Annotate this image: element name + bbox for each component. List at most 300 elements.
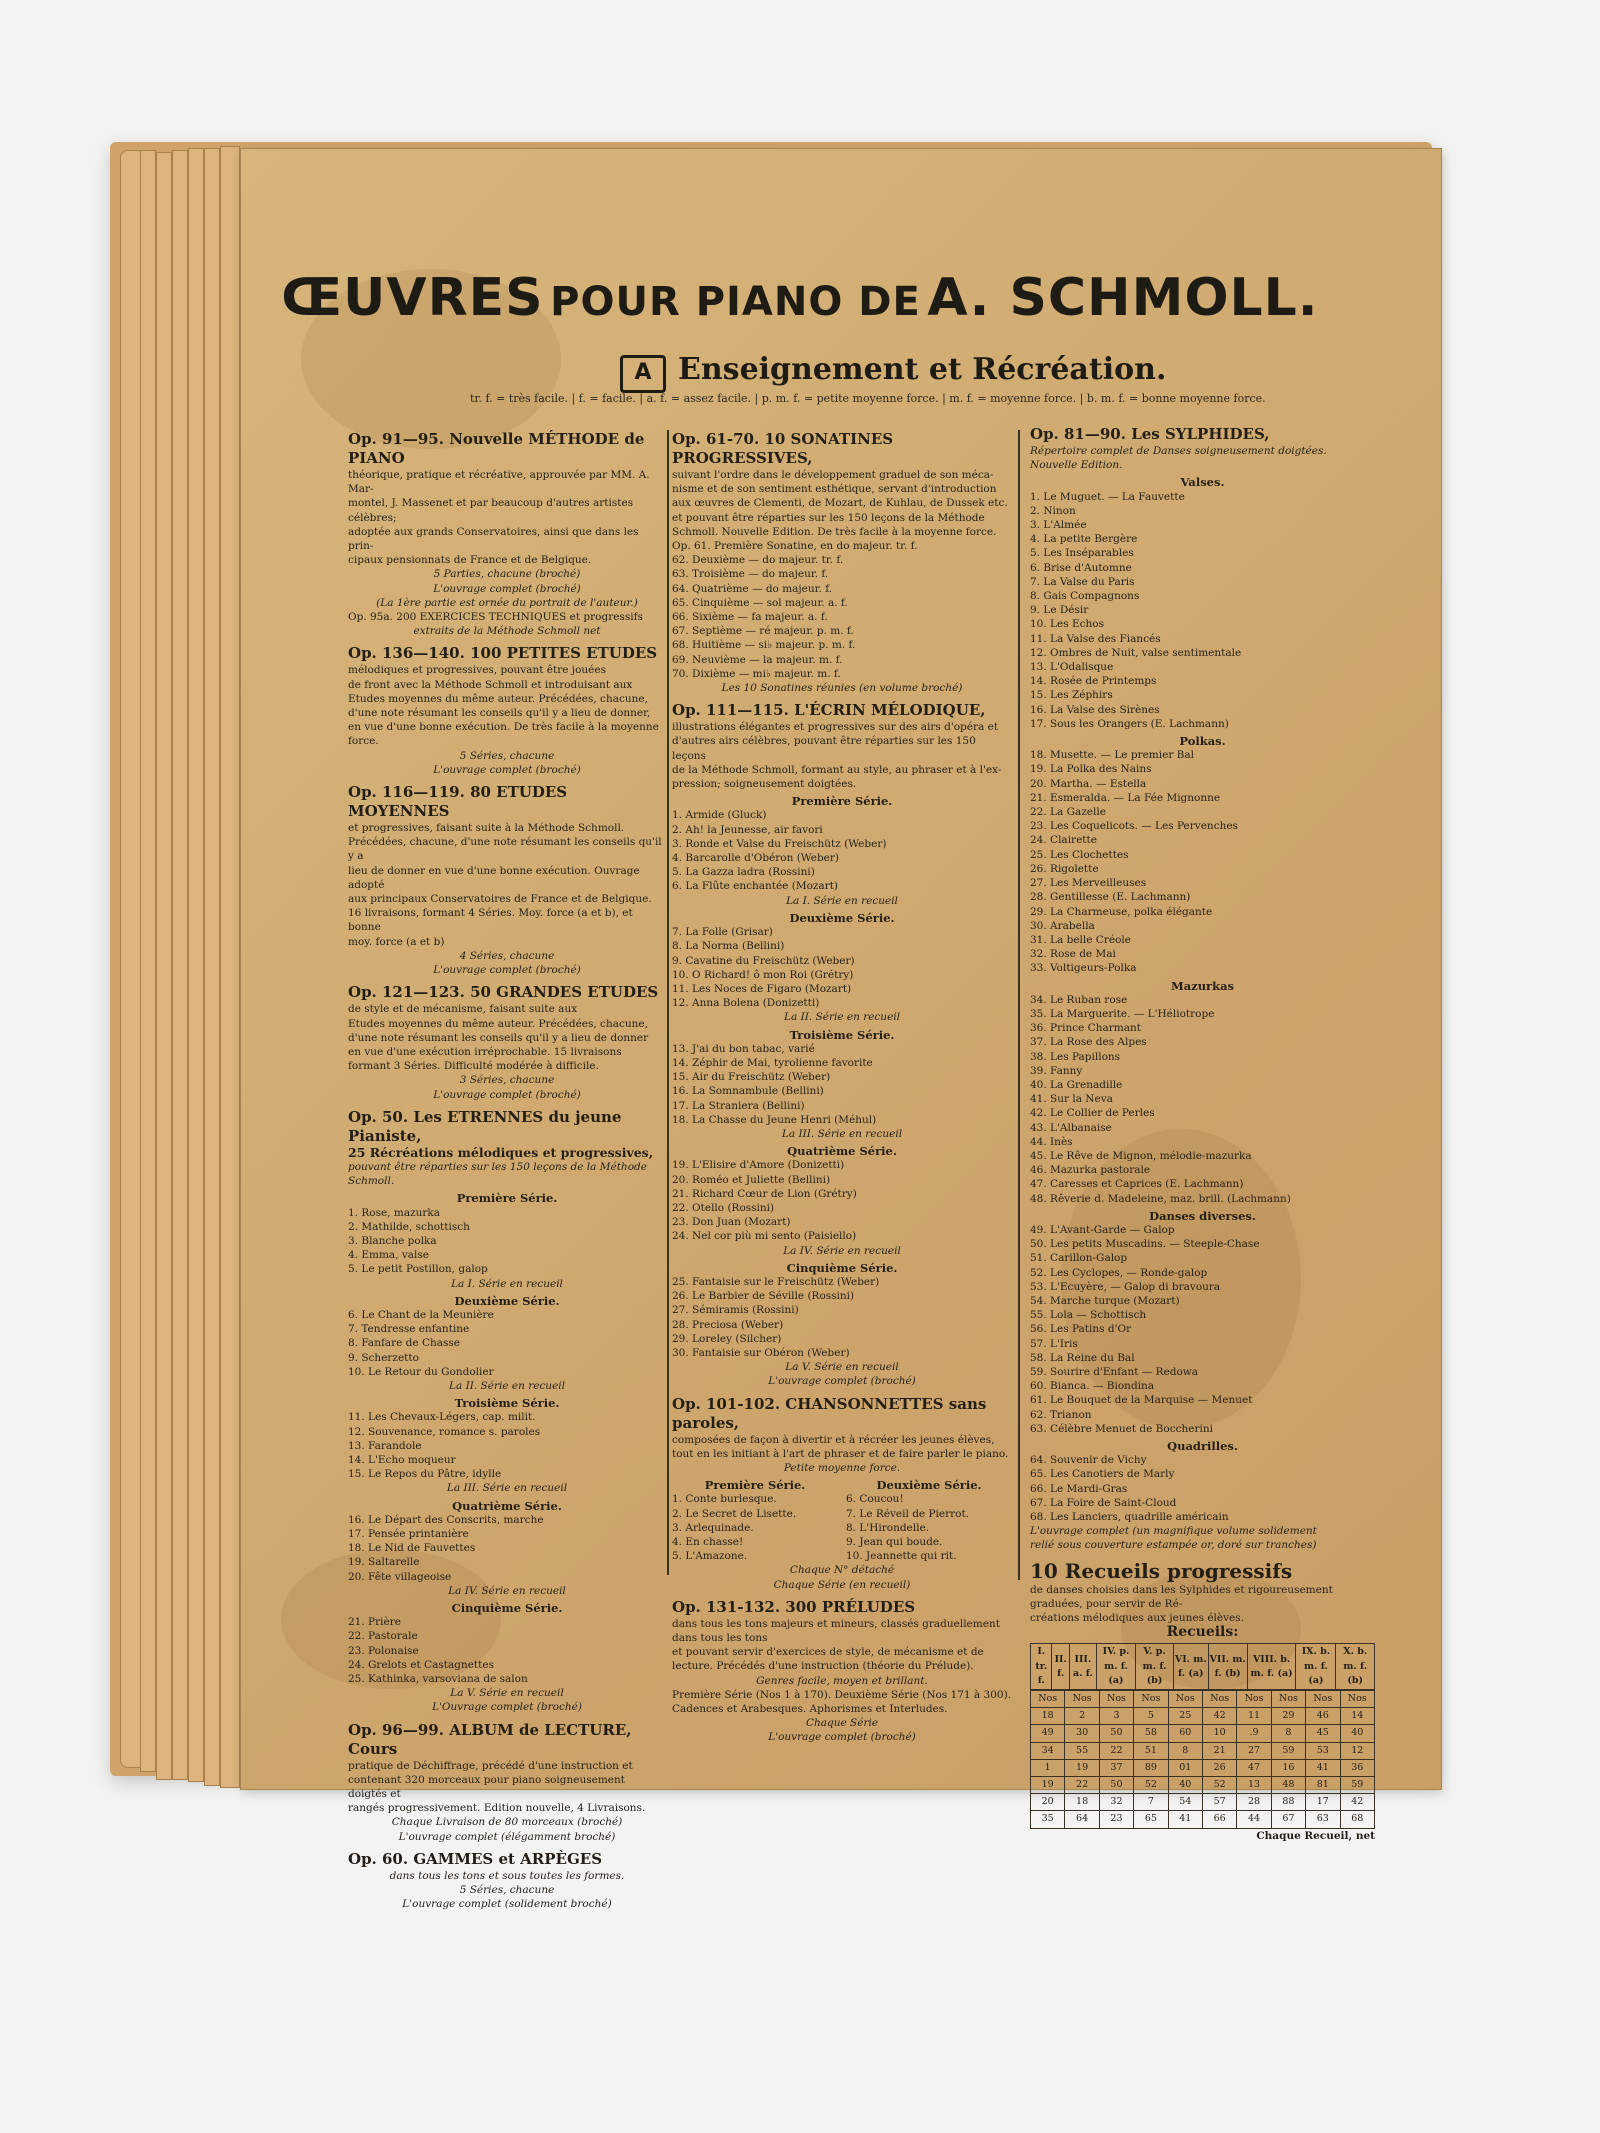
table-cell: Nos: [1065, 1691, 1099, 1708]
list-item: 24. Grelots et Castagnettes: [348, 1658, 494, 1671]
entry-title: Op. 111—115. L'ÉCRIN MÉLODIQUE,: [672, 701, 986, 720]
list-item: La V. Série en recueil: [785, 1361, 899, 1374]
list-item: 68. Huitième — si♭ majeur. p. m. f.: [672, 639, 856, 652]
text-line: lieu de donner en vue d'une bonne exécution. Ouvrage adopté: [348, 864, 640, 891]
list-item: 14. Zéphir de Mai, tyrolienne favorite: [672, 1056, 873, 1069]
list-item: 37. La Rose des Alpes: [1030, 1036, 1147, 1049]
table-cell: 30: [1065, 1725, 1099, 1742]
text-line: 3 Séries, chacune: [459, 1074, 555, 1087]
table-cell: 17: [1306, 1794, 1340, 1811]
list-item: 67. Septième — ré majeur. p. m. f.: [672, 625, 854, 638]
list-item: 10. O Richard! ô mon Roi (Grétry): [672, 968, 854, 981]
text-line: L'ouvrage complet (un magnifique volume solidement: [1030, 1525, 1317, 1538]
table-cell: 89: [1134, 1759, 1168, 1776]
table-cell: 13: [1237, 1777, 1271, 1794]
text-line: moy. force (a et b): [348, 935, 445, 948]
list-item: 63. Troisième — do majeur. f.: [672, 568, 829, 581]
column-2: [672, 430, 1012, 1745]
table-cell: 44: [1237, 1811, 1271, 1828]
list-item: 42. Le Collier de Perles: [1030, 1107, 1155, 1120]
table-header: III. a. f.: [1069, 1644, 1096, 1690]
list-item: 50. Les petits Muscadins. — Steeple-Chase: [1030, 1238, 1260, 1251]
list-item: 7. La Folle (Grisar): [672, 926, 773, 939]
list-item: La IV. Série en recueil: [448, 1584, 566, 1597]
title-part-pour-piano: POUR PIANO DE: [550, 279, 921, 325]
page-edge: [220, 146, 240, 1788]
table-cell: 26: [1202, 1759, 1236, 1776]
page-edge: [172, 150, 188, 1780]
text-line: aux œuvres de Clementi, de Mozart, de Kuhlau, de Dussek etc.: [672, 497, 1008, 510]
table-header: IV. p. m. f. (a): [1096, 1644, 1135, 1690]
list-item: 20. Roméo et Juliette (Bellini): [672, 1173, 831, 1186]
table-cell: 52: [1134, 1777, 1168, 1794]
publisher-logo-icon: A: [620, 355, 666, 393]
list-item: 55. Lola — Schottisch: [1030, 1309, 1147, 1322]
list-item: 31. La belle Créole: [1030, 933, 1131, 946]
text-line: et pouvant être réparties sur les 150 leçons de la Méthode: [672, 511, 985, 524]
list-item: 15. Le Repos du Pâtre, idylle: [348, 1468, 502, 1481]
list-item: 63. Célèbre Menuet de Boccherini: [1030, 1422, 1213, 1435]
list-item: 3. Ronde et Valse du Freischütz (Weber): [672, 837, 887, 850]
list-item: 7. La Valse du Paris: [1030, 575, 1135, 588]
entry-title: Op. 81—90. Les SYLPHIDES,: [1030, 425, 1270, 443]
list-item: La I. Série en recueil: [786, 894, 898, 907]
table-cell: 7: [1134, 1794, 1168, 1811]
table-header: VI. m. f. (a): [1174, 1644, 1209, 1690]
table-row: [1031, 1691, 1375, 1708]
text-line: pratique de Déchiffrage, précédé d'une instruction et: [348, 1759, 633, 1772]
subtitle: [620, 352, 1166, 393]
text-line: illustrations élégantes et progressives sur des airs d'opéra et: [672, 721, 999, 734]
list-item: 10. Les Echos: [1030, 618, 1104, 631]
text-line: nisme et de son sentiment esthétique, servant d'introduction: [672, 483, 997, 496]
series-heading: Troisième Série.: [454, 1396, 560, 1411]
text-line: de front avec la Méthode Schmoll et introduisant aux: [348, 678, 633, 691]
text-line: de style et de mécanisme, faisant suite aux: [348, 1003, 578, 1016]
list-item: 36. Prince Charmant: [1030, 1022, 1141, 1035]
list-item: 28. Gentillesse (E. Lachmann): [1030, 891, 1191, 904]
list-item: 27. Les Merveilleuses: [1030, 877, 1147, 890]
list-item: 67. La Foire de Saint-Cloud: [1030, 1496, 1177, 1509]
text-line: créations mélodiques aux jeunes élèves.: [1030, 1612, 1244, 1625]
list-item: 9. Scherzetto: [348, 1351, 419, 1364]
list-item: 1. Le Muguet. — La Fauvette: [1030, 490, 1185, 503]
list-item: 12. Souvenance, romance s. paroles: [348, 1425, 541, 1438]
list-item: 20. Martha. — Estella: [1030, 777, 1147, 790]
list-item: 68. Les Lanciers, quadrille américain: [1030, 1511, 1229, 1524]
list-item: 64. Quatrième — do majeur. f.: [672, 582, 833, 595]
table-header-row: [1031, 1644, 1375, 1690]
series-heading: Quatrième Série.: [452, 1498, 562, 1513]
table-cell: 01: [1168, 1759, 1202, 1776]
list-item: 8. Fanfare de Chasse: [348, 1337, 460, 1350]
series-block: [672, 1475, 838, 1563]
text-line: L'ouvrage complet (broché): [768, 1731, 916, 1744]
text-line: Chaque Série: [805, 1717, 879, 1730]
table-header: V. p. m. f. (b): [1136, 1644, 1174, 1690]
list-item: 16. La Somnambule (Bellini): [672, 1085, 824, 1098]
series-block: [846, 1475, 1012, 1563]
list-item: 8. L'Hirondelle.: [846, 1521, 930, 1534]
table-cell: 25: [1168, 1708, 1202, 1725]
page-edge: [188, 148, 204, 1782]
text-line: et progressives, faisant suite à la Méthode Schmoll.: [348, 822, 625, 835]
list-item: 61. Le Bouquet de la Marquise — Menuet: [1030, 1394, 1253, 1407]
list-item: 19. L'Elisire d'Amore (Donizetti): [672, 1159, 845, 1172]
list-item: 43. L'Albanaise: [1030, 1121, 1112, 1134]
table-cell: 46: [1306, 1708, 1340, 1725]
table-cell: 5: [1134, 1708, 1168, 1725]
list-item: 9. Jean qui boude.: [846, 1536, 943, 1549]
table-cell: 36: [1340, 1759, 1374, 1776]
text-line: en vue d'une exécution irréprochable. 15 livraisons: [348, 1045, 622, 1058]
list-item: 59. Sourire d'Enfant — Redowa: [1030, 1366, 1199, 1378]
column-3: [1030, 425, 1375, 1843]
table-cell: 48: [1271, 1777, 1305, 1794]
table-cell: 55: [1065, 1742, 1099, 1759]
list-item: 5. Le petit Postillon, galop: [348, 1263, 488, 1276]
table-cell: 50: [1099, 1725, 1133, 1742]
recueil-footer: Chaque Recueil,: [1256, 1829, 1353, 1842]
table-cell: 35: [1031, 1811, 1065, 1828]
table-header: VII. m. f. (b): [1208, 1644, 1247, 1690]
series-heading: Quadrilles.: [1167, 1439, 1238, 1454]
list-item: 30. Fantaisie sur Obéron (Weber): [672, 1346, 850, 1359]
series-heading: Troisième Série.: [789, 1027, 895, 1042]
list-item: 4. Emma, valse: [348, 1249, 430, 1262]
list-item: L'Ouvrage complet (broché): [432, 1701, 582, 1714]
list-item: 51. Carillon-Galop: [1030, 1252, 1128, 1265]
text-line: L'ouvrage complet (broché): [433, 763, 581, 776]
text-line: cipaux pensionnats de France et de Belgique.: [348, 554, 592, 567]
list-item: 69. Neuvième — la majeur. m. f.: [672, 653, 843, 666]
text-line: 4 Séries, chacune: [459, 949, 555, 962]
list-item: 66. Le Mardi-Gras: [1030, 1482, 1128, 1495]
list-item: 1. Conte burlesque.: [672, 1493, 777, 1506]
list-item: 25. Kathinka, varsoviana de salon: [348, 1673, 528, 1686]
text-line: d'autres airs célèbres, pouvant être réparties sur les 150 leçons: [672, 735, 976, 762]
list-item: 4. En chasse!: [672, 1536, 744, 1549]
list-item: 32. Rose de Mai: [1030, 948, 1116, 961]
table-cell: 19: [1031, 1777, 1065, 1794]
list-item: 52. Les Cyclopes, — Ronde-galop: [1030, 1266, 1208, 1279]
list-item: 13. J'ai du bon tabac, varié: [672, 1042, 815, 1055]
list-item: 19. La Polka des Nains: [1030, 763, 1152, 776]
price-net: net: [1355, 1829, 1375, 1842]
list-item: La III. Série en recueil: [781, 1127, 903, 1140]
table-cell: Nos: [1134, 1691, 1168, 1708]
series-heading: Deuxième Série.: [454, 1293, 560, 1308]
list-item: 30. Arabella: [1030, 919, 1095, 932]
table-cell: 54: [1168, 1794, 1202, 1811]
list-item: 16. La Valse des Sirènes: [1030, 703, 1160, 716]
list-item: La IV. Série en recueil: [783, 1244, 901, 1257]
table-header: IX. b. m. f. (a): [1296, 1644, 1336, 1690]
list-item: 66. Sixième — fa majeur. a. f.: [672, 611, 828, 624]
table-cell: 47: [1237, 1759, 1271, 1776]
entry-title: Op. 91—95. Nouvelle MÉTHODE de PIANO: [348, 430, 645, 467]
text-line: 5 Séries, chacune: [459, 749, 555, 762]
list-item: 62. Deuxième — do majeur. tr. f.: [672, 554, 844, 567]
list-item: 8. La Norma (Bellini): [672, 940, 785, 953]
table-cell: 40: [1168, 1777, 1202, 1794]
text-line: suivant l'ordre dans le développement graduel de son méca-: [672, 469, 994, 481]
table-cell: 64: [1065, 1811, 1099, 1828]
list-item: 26. Rigolette: [1030, 862, 1099, 875]
list-item: 38. Les Papillons: [1030, 1050, 1121, 1063]
list-item: 22. Otello (Rossini): [672, 1201, 775, 1214]
list-item: 13. Farandole: [348, 1439, 422, 1452]
list-item: 14. L'Echo moqueur: [348, 1453, 456, 1466]
list-item: 2. Mathilde, schottisch: [348, 1220, 470, 1233]
list-item: 65. Cinquième — sol majeur. a. f.: [672, 596, 848, 609]
text-line: d'une note résumant les conseils qu'il y a lieu de donner,: [348, 707, 651, 720]
list-item: 12. Anna Bolena (Donizetti): [672, 997, 820, 1010]
table-cell: 59: [1271, 1742, 1305, 1759]
list-item: 2. Ah! la Jeunesse, air favori: [672, 823, 823, 836]
list-item: 5. Les Inséparables: [1030, 547, 1134, 560]
table-cell: 41: [1168, 1811, 1202, 1828]
list-item: 3. Blanche polka: [348, 1234, 437, 1247]
entry-title: Op. 136—140. 100 PETITES ETUDES: [348, 644, 658, 663]
text-line: tout en les initiant à l'art de phraser et de faire parler le piano.: [672, 1447, 1009, 1460]
list-item: 1. Armide (Gluck): [672, 809, 767, 822]
list-item: 10. Le Retour du Gondolier: [348, 1365, 494, 1378]
table-header: I. tr. f.: [1031, 1644, 1052, 1690]
table-cell: 29: [1271, 1708, 1305, 1725]
list-item: 11. La Valse des Fiancés: [1030, 632, 1161, 645]
list-item: 21. Esmeralda. — La Fée Mignonne: [1030, 791, 1221, 804]
list-item: 8. Gais Compagnons: [1030, 590, 1140, 603]
table-cell: 58: [1134, 1725, 1168, 1742]
list-item: 34. Le Ruban rose: [1030, 993, 1128, 1006]
text-line: dans tous les tons majeurs et mineurs, classés graduellement dans tous les tons: [672, 1617, 1000, 1645]
list-item: 18. La Chasse du Jeune Henri (Méhul): [672, 1113, 877, 1126]
list-item: 46. Mazurka pastorale: [1030, 1164, 1151, 1177]
list-item: 23. Don Juan (Mozart): [672, 1216, 791, 1229]
text-line: Genres facile, moyen et brillant.: [756, 1674, 928, 1687]
recueils-label: Recueils:: [1166, 1624, 1239, 1641]
text-line: Première Série (Nos 1 à 170). Deuxième Série (Nos 171 à 300).: [672, 1688, 1012, 1701]
table-header: X. b. m. f. (b): [1336, 1644, 1375, 1690]
list-item: 2. Le Secret de Lisette.: [672, 1507, 797, 1520]
list-item: La III. Série en recueil: [446, 1482, 568, 1495]
list-item: 62. Trianon: [1030, 1408, 1092, 1421]
list-item: 4. Barcarolle d'Obéron (Weber): [672, 852, 839, 865]
table-cell: 12: [1340, 1742, 1374, 1759]
series-heading: Deuxième Série.: [789, 910, 895, 925]
table-cell: 3: [1099, 1708, 1133, 1725]
text-line: formant 3 Séries. Difficulté modérée à difficile.: [348, 1060, 599, 1073]
text-line: de la Méthode Schmoll, formant au style, au phraser et à l'ex-: [672, 763, 1002, 776]
text-line: mélodiques et progressives, pouvant être jouées: [348, 664, 606, 677]
table-cell: 21: [1202, 1742, 1236, 1759]
list-item: 6. La Flûte enchantée (Mozart): [672, 880, 839, 893]
list-item: 29. La Charmeuse, polka élégante: [1030, 905, 1213, 918]
page-edge: [140, 150, 156, 1772]
list-item: 21. Richard Cœur de Lion (Grétry): [672, 1187, 857, 1200]
list-item: 15. Les Zéphirs: [1030, 689, 1113, 702]
list-item: 18. Musette. — Le premier Bal: [1030, 749, 1195, 762]
table-cell: .9: [1237, 1725, 1271, 1742]
table-cell: 45: [1306, 1725, 1340, 1742]
table-cell: 50: [1099, 1777, 1133, 1794]
entry-title: Op. 101-102. CHANSONNETTES sans paroles,: [672, 1394, 987, 1432]
text-line: Schmoll. Nouvelle Edition. De très facile à la moyenne force.: [672, 525, 997, 538]
list-item: 5. L'Amazone.: [672, 1550, 748, 1563]
list-item: 9. Le Désir: [1030, 604, 1089, 617]
column-1: [348, 430, 666, 1911]
text-line: rangés progressivement. Edition nouvelle, 4 Livraisons.: [348, 1802, 646, 1815]
table-cell: 60: [1168, 1725, 1202, 1742]
text-line: pression; soigneusement doigtées.: [672, 778, 857, 791]
text-line: Chaque Livraison de 80 morceaux (broché): [391, 1816, 623, 1829]
list-item: 25. Fantaisie sur le Freischütz (Weber): [672, 1275, 880, 1288]
entry-title: Op. 96—99. ALBUM de LECTURE, Cours: [348, 1720, 632, 1758]
text-line: Cadences et Arabesques. Aphorismes et Interludes.: [672, 1703, 948, 1716]
list-item: 25. Les Clochettes: [1030, 848, 1129, 861]
table-header: II. f.: [1052, 1644, 1069, 1690]
table-cell: 66: [1202, 1811, 1236, 1828]
text-line: L'ouvrage complet (broché): [433, 1088, 581, 1101]
list-item: 24. Clairette: [1030, 834, 1097, 847]
list-item: 44. Inès: [1030, 1135, 1073, 1148]
table-cell: 40: [1340, 1725, 1374, 1742]
table-cell: 8: [1168, 1742, 1202, 1759]
text-line: en vue d'une bonne exécution. De très facile à la moyenne: [348, 721, 659, 734]
list-item: 40. La Grenadille: [1030, 1078, 1123, 1091]
table-cell: 59: [1340, 1777, 1374, 1794]
list-item: La V. Série en recueil: [450, 1687, 564, 1700]
table-row: [1031, 1811, 1375, 1828]
text-line: de danses choisies dans les Sylphides et rigoureusement graduées, pour servir de Ré-: [1030, 1583, 1333, 1610]
table-cell: 57: [1202, 1794, 1236, 1811]
list-item: 13. L'Odalisque: [1030, 661, 1114, 674]
table-cell: 22: [1099, 1742, 1133, 1759]
list-item: 14. Rosée de Printemps: [1030, 675, 1157, 688]
list-item: 29. Loreley (Silcher): [672, 1332, 782, 1345]
table-row: [1031, 1777, 1375, 1794]
series-heading: Deuxième Série.: [876, 1478, 982, 1493]
title-part-author: A. SCHMOLL.: [927, 268, 1319, 328]
list-item: 19. Saltarelle: [348, 1556, 420, 1569]
table-cell: 42: [1340, 1794, 1374, 1811]
series-heading: Quatrième Série.: [787, 1144, 897, 1159]
table-cell: 34: [1031, 1742, 1065, 1759]
list-item: 57. L'Iris: [1030, 1337, 1078, 1350]
table-cell: 18: [1065, 1794, 1099, 1811]
list-item: 6. Coucou!: [846, 1493, 904, 1506]
table-cell: 63: [1306, 1811, 1340, 1828]
text-line: d'une note résumant les conseils qu'il y a lieu de donner: [348, 1031, 649, 1044]
table-cell: 53: [1306, 1742, 1340, 1759]
text-line: Op. 95a. 200 EXERCICES TECHNIQUES et progressifs: [348, 611, 643, 624]
list-item: 27. Sémiramis (Rossini): [672, 1304, 799, 1317]
table-cell: 22: [1065, 1777, 1099, 1794]
table-cell: 51: [1134, 1742, 1168, 1759]
list-item: 17. Pensée printanière: [348, 1528, 469, 1540]
page-edge: [156, 152, 172, 1780]
table-cell: 52: [1202, 1777, 1236, 1794]
entry-title: 10 Recueils progressifs: [1030, 1558, 1293, 1583]
list-item: 9. Cavatine du Freischütz (Weber): [672, 954, 855, 967]
column-divider: [1018, 430, 1020, 1580]
text-line: L'ouvrage complet (solidement broché): [402, 1898, 612, 1911]
table-cell: 19: [1065, 1759, 1099, 1776]
text-line: [1030, 1829, 1375, 1843]
text-line: 16 livraisons, formant 4 Séries. Moy. force (a et b), et bonne: [348, 907, 633, 934]
list-item: 58. La Reine du Bal: [1030, 1351, 1135, 1364]
list-item: Op. 61. Première Sonatine, en do majeur. tr. f.: [672, 540, 918, 553]
list-item: 17. Sous les Orangers (E. Lachmann): [1030, 717, 1229, 730]
text-line: Petite moyenne force.: [783, 1462, 901, 1474]
table-cell: 11: [1237, 1708, 1271, 1725]
text-line: Chaque Série (en recueil): [773, 1578, 911, 1591]
list-item: 12. Ombres de Nuit, valse sentimentale: [1030, 646, 1242, 659]
series-heading: Première Série.: [704, 1478, 806, 1493]
list-item: 16. Le Départ des Conscrits, marche: [348, 1513, 544, 1526]
table-cell: Nos: [1340, 1691, 1374, 1708]
list-item: 35. La Marguerite. — L'Héliotrope: [1030, 1007, 1215, 1020]
table-cell: 41: [1306, 1759, 1340, 1776]
list-item: 21. Prière: [348, 1616, 401, 1629]
text-line: montel, J. Massenet et par beaucoup d'autres artistes célèbres;: [348, 497, 634, 524]
table-cell: 49: [1031, 1725, 1065, 1742]
table-cell: 42: [1202, 1708, 1236, 1725]
list-item: La II. Série en recueil: [784, 1011, 900, 1024]
table-cell: 68: [1340, 1811, 1374, 1828]
list-item: 41. Sur la Neva: [1030, 1093, 1113, 1106]
list-item: 7. Tendresse enfantine: [348, 1323, 470, 1336]
list-item: 39. Fanny: [1030, 1064, 1083, 1077]
list-item: Les 10 Sonatines réunies (en volume broché): [721, 682, 963, 695]
table-cell: Nos: [1168, 1691, 1202, 1708]
table-cell: Nos: [1202, 1691, 1236, 1708]
table-row: [1031, 1708, 1375, 1725]
list-item: 17. La Straniera (Bellini): [672, 1099, 805, 1112]
page-edge: [204, 148, 220, 1786]
text-line: contenant 320 morceaux pour piano soigneusement doigtés et: [348, 1773, 625, 1801]
table-cell: 2: [1065, 1708, 1099, 1725]
series-heading: Première Série.: [791, 794, 893, 809]
list-item: 6. Le Chant de la Meunière: [348, 1308, 494, 1321]
difficulty-legend: tr. f. = très facile. | f. = facile. | a. f. = assez facile. | p. m. f. = petite moyenne force. | m. f. = moyenne force. | b. m. f. = bonne moyenne force.: [470, 392, 1266, 405]
series-heading: Cinquième Série.: [786, 1260, 898, 1275]
list-item: 65. Les Canotiers de Marly: [1030, 1468, 1175, 1481]
column-divider: [667, 430, 669, 1575]
list-item: 33. Voltigeurs-Polka: [1030, 962, 1137, 975]
table-cell: 20: [1031, 1794, 1065, 1811]
list-item: 1. Rose, mazurka: [348, 1206, 441, 1219]
text-line: L'ouvrage complet (broché): [433, 582, 581, 595]
list-item: 15. Air du Freischütz (Weber): [672, 1071, 831, 1084]
series-heading: Cinquième Série.: [451, 1601, 563, 1616]
recueils-table-body: [1030, 1690, 1375, 1829]
text-line: Chaque N° détaché: [789, 1564, 895, 1577]
series-heading: Première Série.: [456, 1191, 558, 1206]
text-line: théorique, pratique et récréative, approuvée par MM. A. Mar-: [348, 469, 650, 496]
recueils-table: [1030, 1643, 1375, 1690]
table-row: [1031, 1759, 1375, 1776]
table-cell: 18: [1031, 1708, 1065, 1725]
table-cell: 28: [1237, 1794, 1271, 1811]
table-row: [1031, 1742, 1375, 1759]
table-cell: 23: [1099, 1811, 1133, 1828]
table-cell: 37: [1099, 1759, 1133, 1776]
list-item: 20. Fête villageoise: [348, 1570, 452, 1583]
list-item: 22. Pastorale: [348, 1630, 418, 1643]
table-cell: 10: [1202, 1725, 1236, 1742]
